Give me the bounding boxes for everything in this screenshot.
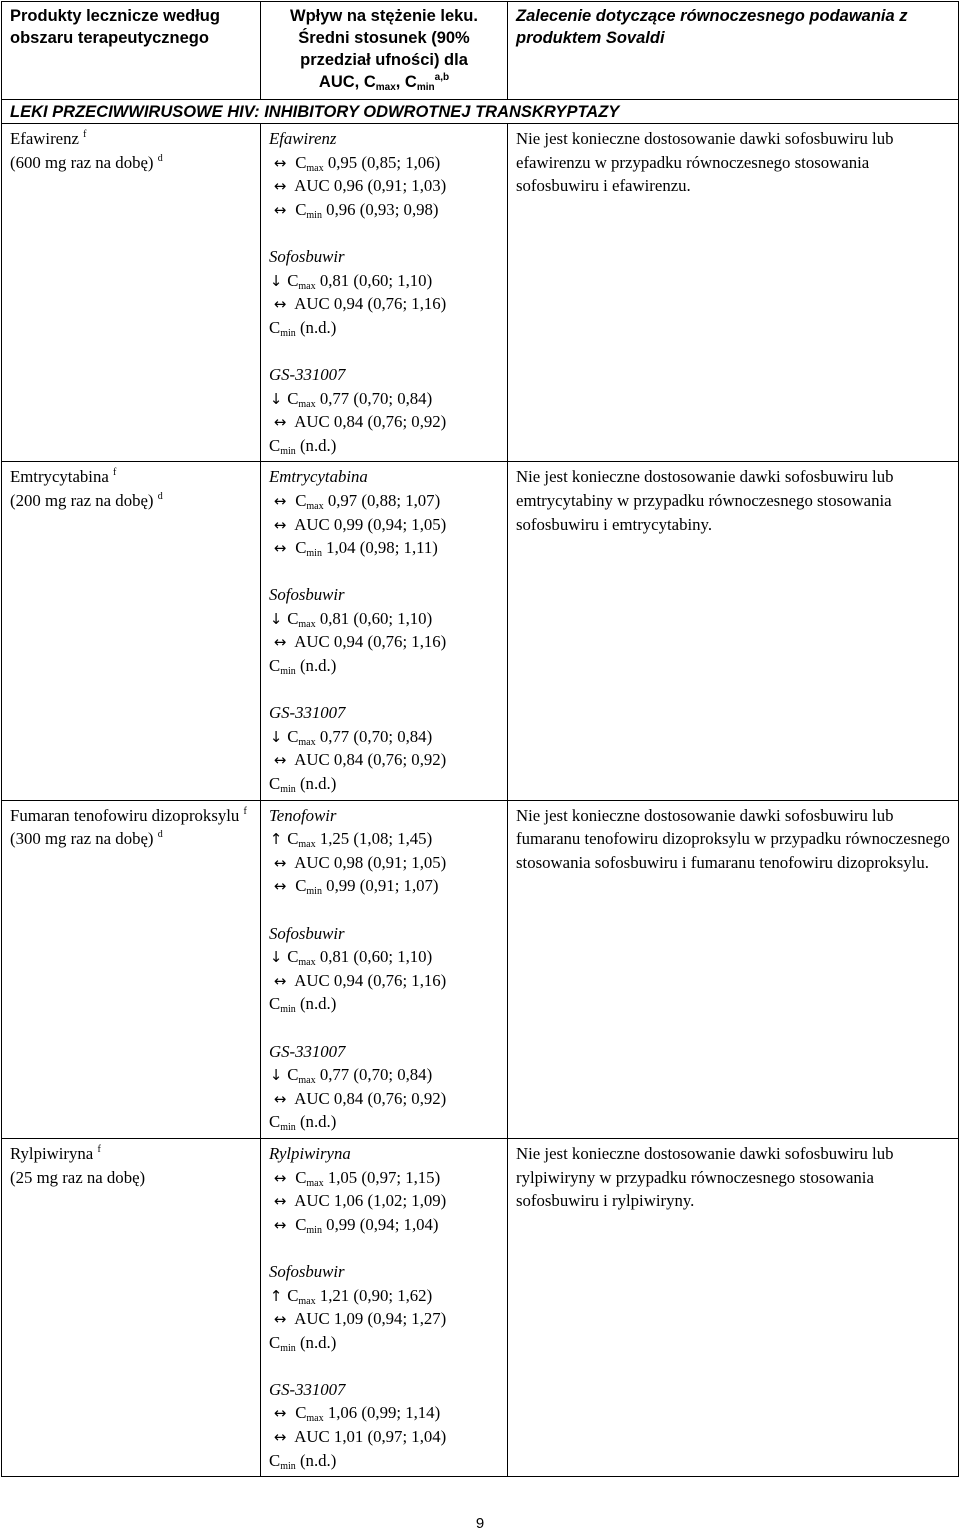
effect-cell bbox=[261, 124, 508, 462]
dose-footnote: d bbox=[157, 829, 163, 841]
drug-footnote: f bbox=[97, 1143, 101, 1155]
pk-parameter: C bbox=[269, 1332, 281, 1352]
pk-line bbox=[269, 174, 499, 198]
section-title: LEKI PRZECIWWIRUSOWE HIV: INHIBITORY ODWROTNEJ TRANSKRYPTAZY bbox=[2, 100, 959, 124]
no-change-arrow-icon: ↔ bbox=[273, 1192, 287, 1211]
pk-value: 0,99 (0,94; 1,05) bbox=[333, 514, 447, 534]
pk-parameter: C bbox=[287, 270, 299, 290]
pk-parameter-sub: max bbox=[298, 280, 316, 292]
pk-line bbox=[269, 292, 499, 316]
pk-line bbox=[269, 316, 499, 340]
pk-parameter: AUC bbox=[294, 294, 330, 314]
pk-value: (n.d.) bbox=[299, 317, 337, 337]
drug-name: Rylpiwiryna bbox=[10, 1143, 94, 1163]
pk-value: 0,84 (0,76; 0,92) bbox=[333, 1088, 447, 1108]
block-spacer bbox=[269, 221, 499, 245]
pk-parameter-sub: max bbox=[298, 398, 316, 410]
pk-parameter: C bbox=[295, 876, 307, 896]
pk-line bbox=[269, 1425, 499, 1449]
pk-line bbox=[269, 607, 499, 631]
block-spacer bbox=[269, 678, 499, 702]
analyte-name: Sofosbuwir bbox=[269, 585, 345, 605]
block-spacer bbox=[269, 560, 499, 584]
pk-parameter: C bbox=[295, 199, 307, 219]
pk-parameter: AUC bbox=[294, 1427, 330, 1447]
analyte-name: Efawirenz bbox=[269, 129, 337, 148]
pk-parameter-sub: max bbox=[306, 500, 324, 512]
pk-line bbox=[269, 410, 499, 434]
pk-line bbox=[269, 536, 499, 560]
no-change-arrow-icon: ↔ bbox=[273, 515, 287, 534]
pk-parameter: AUC bbox=[294, 1088, 330, 1108]
pk-value: 1,09 (0,94; 1,27) bbox=[333, 1309, 447, 1329]
pk-value: 0,81 (0,60; 1,10) bbox=[319, 270, 433, 290]
pk-parameter-sub: min bbox=[280, 1122, 296, 1134]
pk-parameter: C bbox=[287, 726, 299, 746]
pk-parameter-sub: max bbox=[298, 618, 316, 630]
decrease-arrow-icon: ↓ bbox=[269, 1066, 283, 1085]
increase-arrow-icon: ↑ bbox=[269, 1286, 283, 1305]
decrease-arrow-icon: ↓ bbox=[269, 271, 283, 290]
no-change-arrow-icon: ↔ bbox=[273, 751, 287, 770]
pk-parameter: C bbox=[295, 152, 307, 172]
pk-parameter: C bbox=[269, 994, 281, 1014]
pk-parameter: C bbox=[269, 317, 281, 337]
pk-parameter: C bbox=[269, 774, 281, 794]
pk-value: 0,99 (0,91; 1,07) bbox=[326, 876, 439, 896]
pk-value: 0,94 (0,76; 1,16) bbox=[333, 970, 447, 990]
pk-line bbox=[269, 725, 499, 749]
header-sup: a,b bbox=[434, 72, 450, 83]
pk-value: 1,05 (0,97; 1,15) bbox=[327, 1167, 441, 1187]
recommendation-text: Nie jest konieczne dostosowanie dawki sofosbuwiru lub emtrycytabiny w przypadku równoczesnego stosowania sofosbuwiru i emtrycytabiny. bbox=[516, 467, 894, 534]
block-spacer bbox=[269, 1236, 499, 1260]
pk-value: 0,81 (0,60; 1,10) bbox=[319, 608, 433, 628]
no-change-arrow-icon: ↔ bbox=[273, 1310, 287, 1329]
pk-line bbox=[269, 1331, 499, 1355]
decrease-arrow-icon: ↓ bbox=[269, 609, 283, 628]
no-change-arrow-icon: ↔ bbox=[273, 1168, 287, 1187]
pk-parameter: C bbox=[295, 1214, 307, 1234]
recommendation-cell bbox=[508, 462, 959, 800]
pk-value: 0,94 (0,76; 1,16) bbox=[333, 294, 447, 314]
decrease-arrow-icon: ↓ bbox=[269, 727, 283, 746]
effect-cell bbox=[261, 800, 508, 1138]
pk-value: (n.d.) bbox=[299, 1450, 337, 1470]
decrease-arrow-icon: ↓ bbox=[269, 389, 283, 408]
header-recommendation bbox=[508, 2, 959, 100]
rows-body bbox=[2, 124, 959, 1477]
pk-value: (n.d.) bbox=[299, 656, 337, 676]
pk-line bbox=[269, 748, 499, 772]
header-col2-line2: Średni stosunek (90% bbox=[298, 29, 470, 47]
no-change-arrow-icon: ↔ bbox=[273, 539, 287, 558]
section-row bbox=[2, 100, 959, 124]
pk-line bbox=[269, 1087, 499, 1111]
recommendation-text: Nie jest konieczne dostosowanie dawki sofosbuwiru lub efawirenzu w przypadku równoczesnego stosowania sofosbuwiru i efawirenzu. bbox=[516, 129, 894, 196]
decrease-arrow-icon: ↓ bbox=[269, 948, 283, 967]
pk-line bbox=[269, 1307, 499, 1331]
pk-parameter: AUC bbox=[294, 750, 330, 770]
drug-cell bbox=[2, 124, 261, 462]
block-spacer bbox=[269, 898, 499, 922]
pk-parameter: AUC bbox=[294, 852, 330, 872]
recommendation-text: Nie jest konieczne dostosowanie dawki sofosbuwiru lub rylpiwiryny w przypadku równoczesnego stosowania sofosbuwiru i rylpiwiryny. bbox=[516, 1143, 894, 1211]
pk-parameter-sub: max bbox=[306, 162, 324, 174]
pk-value: (n.d.) bbox=[299, 994, 337, 1014]
pk-line bbox=[269, 387, 499, 411]
pk-parameter-sub: min bbox=[280, 666, 296, 678]
pk-line bbox=[269, 1449, 499, 1473]
pk-value: 0,94 (0,76; 1,16) bbox=[333, 632, 447, 652]
header-sub-max: max bbox=[375, 82, 396, 93]
pk-line bbox=[269, 269, 499, 293]
pk-parameter-sub: min bbox=[280, 1004, 296, 1016]
analyte-name: Sofosbuwir bbox=[269, 923, 345, 943]
pk-line bbox=[269, 1284, 499, 1308]
pk-parameter: AUC bbox=[294, 632, 330, 652]
effect-cell bbox=[261, 462, 508, 800]
pk-parameter: AUC bbox=[294, 514, 330, 534]
analyte-name: Emtrycytabina bbox=[269, 467, 368, 487]
pk-line bbox=[269, 654, 499, 678]
page-number: 9 bbox=[475, 1515, 485, 1532]
drug-dose: (300 mg raz na dobę) bbox=[10, 829, 154, 849]
pk-value: 0,96 (0,93; 0,98) bbox=[326, 199, 439, 219]
table-row bbox=[2, 1138, 959, 1476]
analyte-name: GS-331007 bbox=[269, 364, 346, 384]
drug-footnote: f bbox=[243, 805, 247, 817]
pk-line bbox=[269, 151, 499, 175]
pk-parameter-sub: max bbox=[298, 1075, 316, 1087]
recommendation-cell bbox=[508, 800, 959, 1138]
pk-value: 0,77 (0,70; 0,84) bbox=[319, 388, 433, 408]
pk-value: 1,06 (1,02; 1,09) bbox=[333, 1191, 447, 1211]
pk-parameter-sub: max bbox=[298, 957, 316, 969]
pk-line bbox=[269, 1213, 499, 1237]
drug-dose: (600 mg raz na dobę) bbox=[10, 152, 154, 172]
pk-line bbox=[269, 630, 499, 654]
drug-name: Efawirenz bbox=[10, 129, 79, 148]
pk-parameter: C bbox=[287, 829, 299, 849]
no-change-arrow-icon: ↔ bbox=[273, 491, 287, 510]
pk-parameter-sub: min bbox=[280, 327, 296, 339]
no-change-arrow-icon: ↔ bbox=[273, 200, 287, 219]
pk-line bbox=[269, 992, 499, 1016]
drug-footnote: f bbox=[113, 467, 117, 479]
no-change-arrow-icon: ↔ bbox=[273, 1215, 287, 1234]
pk-value: 1,01 (0,97; 1,04) bbox=[333, 1427, 447, 1447]
header-col2-line4 bbox=[269, 71, 499, 93]
pk-parameter: AUC bbox=[294, 1191, 330, 1211]
drug-dose: (25 mg raz na dobę) bbox=[10, 1167, 146, 1187]
drug-dose: (200 mg raz na dobę) bbox=[10, 490, 154, 510]
no-change-arrow-icon: ↔ bbox=[273, 853, 287, 872]
dose-footnote: d bbox=[157, 152, 163, 164]
increase-arrow-icon: ↑ bbox=[269, 830, 283, 849]
header-therapeutic-area bbox=[2, 2, 261, 100]
effect-cell bbox=[261, 1138, 508, 1476]
drug-name: Fumaran tenofowiru dizoproksylu bbox=[10, 805, 240, 825]
pk-line bbox=[269, 1110, 499, 1134]
analyte-name: GS-331007 bbox=[269, 1379, 346, 1399]
pk-value: (n.d.) bbox=[299, 435, 337, 455]
pk-value: 0,77 (0,70; 0,84) bbox=[319, 1065, 433, 1085]
pk-line bbox=[269, 513, 499, 537]
header-col2-line3: przedział ufności) dla bbox=[300, 51, 468, 69]
recommendation-text: Nie jest konieczne dostosowanie dawki sofosbuwiru lub fumaranu tenofowiru dizoproksylu w przypadku równoczesnego stosowania sofosbuwiru i fumaranu tenofowiru dizoproksylu. bbox=[516, 805, 950, 872]
pk-line bbox=[269, 489, 499, 513]
pk-value: 0,84 (0,76; 0,92) bbox=[333, 412, 447, 432]
pk-value: 1,06 (0,99; 1,14) bbox=[327, 1403, 441, 1423]
pk-parameter-sub: min bbox=[306, 209, 322, 221]
pk-line bbox=[269, 1063, 499, 1087]
pk-value: 0,77 (0,70; 0,84) bbox=[319, 726, 433, 746]
pk-line bbox=[269, 1166, 499, 1190]
pk-value: 0,99 (0,94; 1,04) bbox=[326, 1214, 439, 1234]
pk-value: (n.d.) bbox=[299, 1112, 337, 1132]
table-row bbox=[2, 800, 959, 1138]
pk-parameter-sub: max bbox=[298, 1295, 316, 1307]
drug-cell bbox=[2, 800, 261, 1138]
pk-value: 0,98 (0,91; 1,05) bbox=[333, 852, 447, 872]
pk-parameter-sub: min bbox=[280, 1342, 296, 1354]
pk-line bbox=[269, 945, 499, 969]
analyte-name: Sofosbuwir bbox=[269, 1261, 345, 1281]
pk-parameter-sub: min bbox=[280, 784, 296, 796]
header-effect bbox=[261, 2, 508, 100]
pk-parameter: C bbox=[269, 656, 281, 676]
pk-parameter-sub: min bbox=[306, 548, 322, 560]
pk-line bbox=[269, 1401, 499, 1425]
analyte-name: Rylpiwiryna bbox=[269, 1143, 351, 1163]
pk-value: 1,21 (0,90; 1,62) bbox=[319, 1285, 433, 1305]
pk-parameter-sub: max bbox=[298, 839, 316, 851]
pk-parameter: AUC bbox=[294, 412, 330, 432]
no-change-arrow-icon: ↔ bbox=[273, 295, 287, 314]
no-change-arrow-icon: ↔ bbox=[273, 153, 287, 172]
pk-parameter: C bbox=[295, 490, 307, 510]
pk-line bbox=[269, 827, 499, 851]
drug-cell bbox=[2, 462, 261, 800]
pk-parameter: C bbox=[269, 435, 281, 455]
analyte-name: Sofosbuwir bbox=[269, 246, 345, 266]
dose-footnote: d bbox=[157, 490, 163, 502]
pk-parameter: AUC bbox=[294, 970, 330, 990]
pk-parameter-sub: max bbox=[298, 736, 316, 748]
pk-line bbox=[269, 198, 499, 222]
pk-parameter: C bbox=[287, 388, 299, 408]
recommendation-cell bbox=[508, 1138, 959, 1476]
analyte-name: Tenofowir bbox=[269, 805, 337, 825]
pk-line bbox=[269, 969, 499, 993]
no-change-arrow-icon: ↔ bbox=[273, 633, 287, 652]
table-row bbox=[2, 124, 959, 462]
pk-line bbox=[269, 1189, 499, 1213]
pk-parameter: C bbox=[295, 538, 307, 558]
pk-parameter: C bbox=[295, 1403, 307, 1423]
table-row bbox=[2, 462, 959, 800]
header-sub-min: min bbox=[416, 82, 435, 93]
pk-parameter-sub: min bbox=[280, 445, 296, 457]
pk-parameter-sub: max bbox=[306, 1413, 324, 1425]
pk-line bbox=[269, 874, 499, 898]
drug-cell bbox=[2, 1138, 261, 1476]
no-change-arrow-icon: ↔ bbox=[273, 177, 287, 196]
pk-value: (n.d.) bbox=[299, 774, 337, 794]
no-change-arrow-icon: ↔ bbox=[273, 413, 287, 432]
header-col3-text: Zalecenie dotyczące równoczesnego podawania z produktem Sovaldi bbox=[516, 7, 908, 47]
pk-value: (n.d.) bbox=[299, 1332, 337, 1352]
pk-value: 0,95 (0,85; 1,06) bbox=[327, 152, 441, 172]
no-change-arrow-icon: ↔ bbox=[273, 971, 287, 990]
analyte-name: GS-331007 bbox=[269, 703, 346, 723]
pk-parameter: C bbox=[287, 1285, 299, 1305]
pk-value: 1,25 (1,08; 1,45) bbox=[319, 829, 433, 849]
pk-parameter: C bbox=[295, 1167, 307, 1187]
interaction-table bbox=[1, 1, 959, 1477]
pk-line bbox=[269, 434, 499, 458]
pk-value: 0,96 (0,91; 1,03) bbox=[333, 176, 447, 196]
pk-value: 0,97 (0,88; 1,07) bbox=[327, 490, 441, 510]
pk-parameter: C bbox=[287, 947, 299, 967]
analyte-name: GS-331007 bbox=[269, 1041, 346, 1061]
pk-parameter: C bbox=[287, 1065, 299, 1085]
pk-parameter: C bbox=[269, 1112, 281, 1132]
pk-parameter: AUC bbox=[294, 1309, 330, 1329]
no-change-arrow-icon: ↔ bbox=[273, 1428, 287, 1447]
pk-parameter-sub: min bbox=[280, 1460, 296, 1472]
block-spacer bbox=[269, 1354, 499, 1378]
header-row bbox=[2, 2, 959, 100]
pk-value: 0,81 (0,60; 1,10) bbox=[319, 947, 433, 967]
no-change-arrow-icon: ↔ bbox=[273, 1404, 287, 1423]
pk-parameter: C bbox=[287, 608, 299, 628]
pk-line bbox=[269, 851, 499, 875]
pk-value: 1,04 (0,98; 1,11) bbox=[326, 538, 438, 558]
no-change-arrow-icon: ↔ bbox=[273, 877, 287, 896]
header-col2-line1: Wpływ na stężenie leku. bbox=[290, 7, 478, 25]
drug-name: Emtrycytabina bbox=[10, 467, 109, 487]
block-spacer bbox=[269, 339, 499, 363]
no-change-arrow-icon: ↔ bbox=[273, 1089, 287, 1108]
header-col1-text: Produkty lecznicze według obszaru terapeutycznego bbox=[10, 7, 220, 47]
header-auc: AUC, C bbox=[318, 73, 376, 91]
header-c: , C bbox=[395, 73, 417, 91]
pk-parameter-sub: min bbox=[306, 1224, 322, 1236]
block-spacer bbox=[269, 1016, 499, 1040]
pk-value: 0,84 (0,76; 0,92) bbox=[333, 750, 447, 770]
pk-line bbox=[269, 772, 499, 796]
pk-parameter-sub: min bbox=[306, 886, 322, 898]
pk-parameter: C bbox=[269, 1450, 281, 1470]
pk-parameter: AUC bbox=[294, 176, 330, 196]
drug-footnote: f bbox=[83, 129, 87, 140]
recommendation-cell bbox=[508, 124, 959, 462]
pk-parameter-sub: max bbox=[306, 1177, 324, 1189]
